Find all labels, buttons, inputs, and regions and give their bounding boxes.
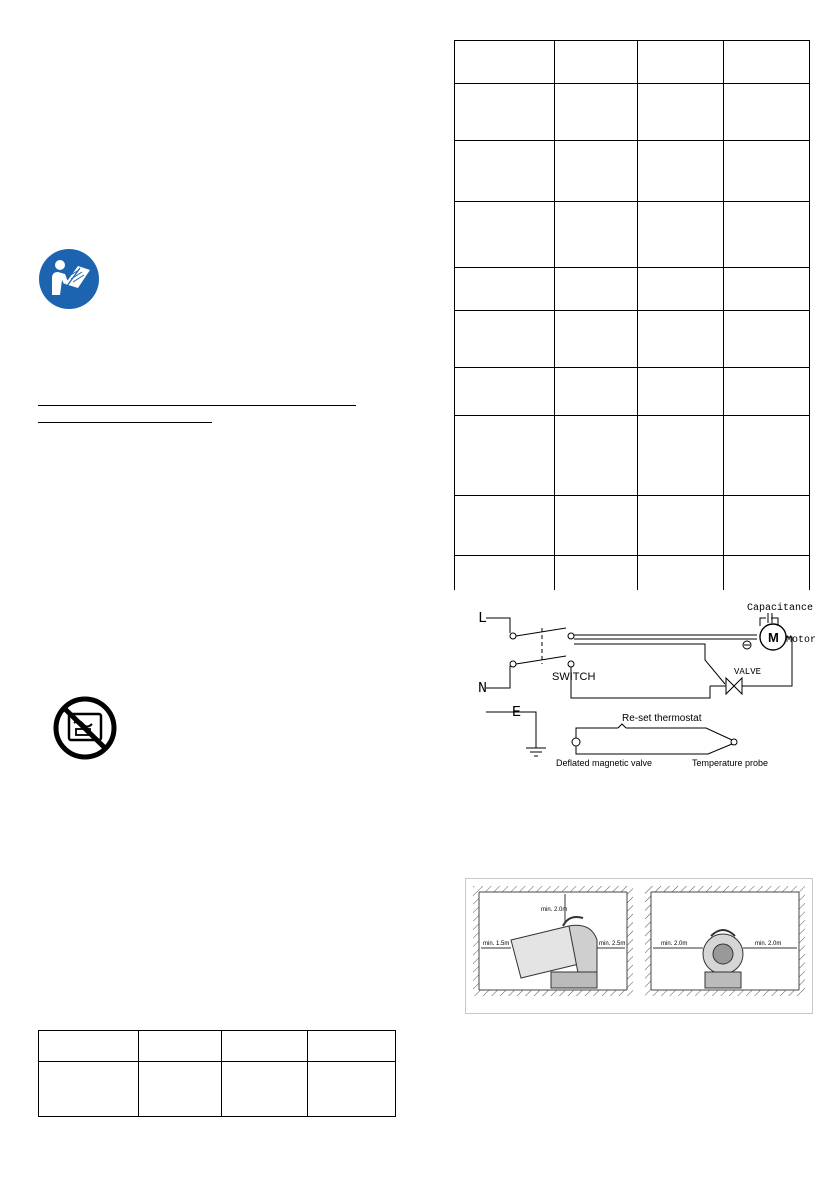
table-row	[455, 416, 810, 496]
clearance-side-left: min. 2.0m	[661, 941, 688, 947]
clearance-side-right: min. 2.0m	[755, 941, 782, 947]
do-not-cover-icon	[52, 696, 118, 760]
right-spec-table	[454, 40, 810, 590]
table-row	[455, 368, 810, 416]
table-row	[455, 202, 810, 268]
label-e: E	[512, 704, 522, 721]
temperature-probe-label: Temperature probe	[692, 758, 769, 768]
table-row	[455, 84, 810, 141]
motor-symbol: M	[768, 630, 779, 645]
magnetic-valve-label: Deflated magnetic valve	[556, 758, 653, 768]
switch-label: SWITCH	[552, 671, 596, 683]
clearance-front: min. 2.5m	[599, 941, 626, 947]
clearance-top: min. 2.0m	[541, 907, 568, 913]
valve-label: VALVE	[734, 667, 762, 677]
table-row	[455, 41, 810, 84]
table-row	[455, 496, 810, 556]
table-row	[455, 141, 810, 202]
capacitance-label: Capacitance	[747, 603, 814, 614]
clearance-left: min. 1.5m	[483, 941, 510, 947]
heading-underline	[38, 422, 212, 423]
read-manual-icon	[38, 248, 100, 310]
motor-label: Motor	[786, 635, 816, 646]
reset-thermostat-label: Re-set thermostat	[622, 713, 702, 724]
label-n: N	[478, 680, 488, 697]
clearance-diagram	[465, 878, 813, 1014]
table-row	[39, 1031, 396, 1062]
table-row	[455, 311, 810, 368]
table-row	[39, 1062, 396, 1117]
table-row	[455, 268, 810, 311]
heading-underline	[38, 405, 356, 406]
left-spec-table	[38, 1030, 396, 1117]
label-l: L	[478, 610, 488, 627]
wiring-diagram	[470, 598, 816, 772]
table-row	[455, 556, 810, 590]
